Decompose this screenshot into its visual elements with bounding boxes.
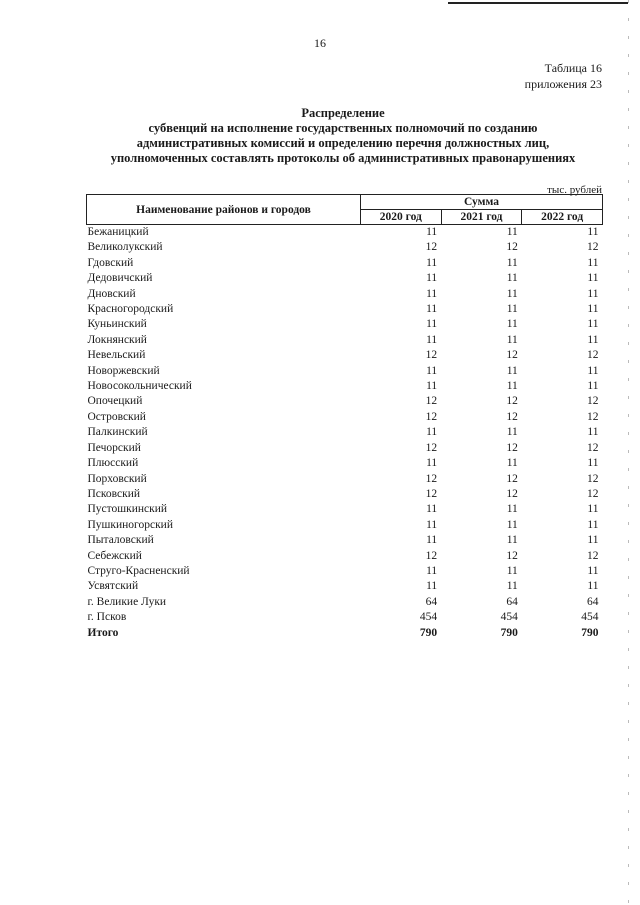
value-2020: 11 <box>426 580 438 593</box>
table-row <box>87 256 603 271</box>
page-number: 16 <box>314 36 326 50</box>
district-name: Плюсский <box>87 457 139 470</box>
district-name: Струго-Красненский <box>87 564 190 577</box>
value-2020: 11 <box>426 318 438 331</box>
value-2022: 12 <box>587 487 599 500</box>
table-ref-line2: приложения 23 <box>524 77 602 91</box>
value-2022: 11 <box>587 364 599 377</box>
distribution-table <box>86 194 603 641</box>
value-2020: 12 <box>425 410 438 423</box>
value-2020: 11 <box>426 457 438 470</box>
value-2022: 64 <box>587 595 599 608</box>
header-year-2021: 2021 год <box>441 210 522 225</box>
district-name: Локнянский <box>87 333 147 346</box>
table-row <box>87 271 603 286</box>
table-row <box>87 348 603 363</box>
table-row <box>87 502 603 517</box>
value-2020: 12 <box>425 549 438 562</box>
value-2021: 454 <box>500 611 518 624</box>
table-row <box>87 595 603 610</box>
value-2022: 11 <box>587 256 599 269</box>
value-2021: 11 <box>506 364 518 377</box>
district-name: Палкинский <box>87 426 148 439</box>
value-2020: 12 <box>425 441 438 454</box>
value-2020: 11 <box>426 518 438 531</box>
value-2021: 11 <box>506 518 518 531</box>
table-row <box>87 549 603 564</box>
value-2022: 11 <box>587 333 599 346</box>
value-2020: 11 <box>426 272 438 285</box>
value-2020: 454 <box>419 611 438 624</box>
value-2021: 11 <box>506 226 518 238</box>
value-2021: 12 <box>506 549 518 562</box>
header-name: Наименование районов и городов <box>87 195 361 225</box>
document-title <box>0 106 640 166</box>
value-2020: 11 <box>426 287 438 300</box>
total-label: Итого <box>87 626 119 639</box>
table-row <box>87 579 603 594</box>
title-line2: субвенций на исполнение государственных полномочий по созданию <box>148 121 538 135</box>
district-name: Себежский <box>87 549 142 562</box>
value-2021: 11 <box>506 380 518 393</box>
district-name: Новоржевский <box>87 364 160 377</box>
value-2022: 11 <box>587 518 599 531</box>
value-2022: 11 <box>587 272 599 285</box>
value-2022: 12 <box>587 441 599 454</box>
district-name: Бежаницкий <box>87 226 149 238</box>
table-row <box>87 518 603 533</box>
value-2020: 11 <box>426 364 438 377</box>
value-2021: 12 <box>506 410 518 423</box>
table-ref-line1: Таблица 16 <box>544 61 602 75</box>
header-year-2022: 2022 год <box>522 210 603 225</box>
top-rule <box>448 2 628 4</box>
district-name: Куньинский <box>87 318 147 331</box>
value-2021: 64 <box>506 595 518 608</box>
value-2021: 11 <box>506 303 518 316</box>
value-2020: 11 <box>426 256 438 269</box>
district-name: Дновский <box>87 287 136 300</box>
value-2022: 11 <box>587 503 599 516</box>
value-2022: 12 <box>587 472 599 485</box>
district-name: Гдовский <box>87 256 134 269</box>
value-2020: 12 <box>425 487 438 500</box>
table-row <box>87 425 603 440</box>
total-2022: 790 <box>581 626 599 639</box>
value-2021: 11 <box>506 534 518 547</box>
table-row <box>87 533 603 548</box>
value-2020: 11 <box>426 564 438 577</box>
value-2020: 11 <box>426 503 438 516</box>
value-2022: 12 <box>587 549 599 562</box>
table-row <box>87 364 603 379</box>
district-name: Псковский <box>87 487 141 500</box>
total-row <box>87 626 603 641</box>
value-2022: 11 <box>587 534 599 547</box>
value-2020: 11 <box>426 534 438 547</box>
value-2021: 12 <box>506 472 518 485</box>
value-2022: 11 <box>587 318 599 331</box>
value-2021: 12 <box>506 395 518 408</box>
value-2022: 11 <box>587 380 599 393</box>
table-row <box>87 472 603 487</box>
value-2020: 11 <box>426 303 438 316</box>
value-2022: 11 <box>587 457 599 470</box>
value-2021: 12 <box>506 441 518 454</box>
table-row <box>87 456 603 471</box>
district-name: Пустошкинский <box>87 503 168 516</box>
header-sum: Сумма <box>361 195 603 210</box>
title-line3: административных комиссий и определению перечня должностных лиц, <box>136 136 550 150</box>
district-name: Усвятский <box>87 580 139 593</box>
table-reference <box>525 60 602 92</box>
table-body <box>87 225 603 641</box>
district-name: Новосокольнический <box>87 380 192 393</box>
value-2021: 11 <box>506 426 518 439</box>
title-line1: Распределение <box>301 106 385 120</box>
district-name: Великолукский <box>87 241 163 254</box>
value-2022: 12 <box>587 349 599 362</box>
total-2021: 790 <box>500 626 518 639</box>
value-2020: 11 <box>426 380 438 393</box>
table-row <box>87 487 603 502</box>
table-row <box>87 287 603 302</box>
value-2022: 11 <box>587 580 599 593</box>
district-name: Пыталовский <box>87 534 154 547</box>
value-2022: 12 <box>587 410 599 423</box>
value-2020: 64 <box>425 595 438 608</box>
table-row <box>87 564 603 579</box>
value-2022: 12 <box>587 241 599 254</box>
total-2020: 790 <box>419 626 438 639</box>
table-row <box>87 610 603 625</box>
value-2021: 11 <box>506 287 518 300</box>
table-row <box>87 240 603 255</box>
value-2022: 11 <box>587 226 599 238</box>
value-2021: 11 <box>506 503 518 516</box>
value-2020: 11 <box>426 226 438 238</box>
table-row <box>87 379 603 394</box>
table-row <box>87 333 603 348</box>
title-line4: уполномоченных составлять протоколы об административных правонарушениях <box>110 151 576 165</box>
value-2022: 454 <box>581 611 599 624</box>
district-name: Опочецкий <box>87 395 143 408</box>
value-2020: 12 <box>425 395 438 408</box>
table-row <box>87 441 603 456</box>
value-2021: 11 <box>506 318 518 331</box>
value-2021: 12 <box>506 487 518 500</box>
value-2022: 12 <box>587 395 599 408</box>
value-2021: 11 <box>506 272 518 285</box>
district-name: Красногородский <box>87 303 174 316</box>
district-name: Дедовичский <box>87 272 153 285</box>
value-2022: 11 <box>587 426 599 439</box>
value-2021: 12 <box>506 349 518 362</box>
table-row <box>87 410 603 425</box>
value-2020: 12 <box>425 241 438 254</box>
table-row <box>87 317 603 332</box>
district-name: Пушкиногорский <box>87 518 173 531</box>
table-row <box>87 225 603 241</box>
district-name: г. Псков <box>87 611 127 624</box>
value-2021: 12 <box>506 241 518 254</box>
value-2022: 11 <box>587 303 599 316</box>
value-2021: 11 <box>506 457 518 470</box>
value-2021: 11 <box>506 580 518 593</box>
value-2021: 11 <box>506 333 518 346</box>
header-row-top <box>87 195 603 210</box>
table-row <box>87 394 603 409</box>
value-2020: 12 <box>425 349 438 362</box>
value-2022: 11 <box>587 564 599 577</box>
district-name: Печорский <box>87 441 141 454</box>
table-row <box>87 302 603 317</box>
value-2020: 11 <box>426 426 438 439</box>
value-2021: 11 <box>506 564 518 577</box>
units-label: тыс. рублей <box>547 184 602 196</box>
value-2020: 12 <box>425 472 438 485</box>
district-name: Порховский <box>87 472 147 485</box>
district-name: г. Великие Луки <box>87 595 167 608</box>
district-name: Островский <box>87 410 146 423</box>
header-year-2020: 2020 год <box>361 210 442 225</box>
district-name: Невельский <box>87 349 146 362</box>
value-2021: 11 <box>506 256 518 269</box>
value-2022: 11 <box>587 287 599 300</box>
value-2020: 11 <box>426 333 438 346</box>
